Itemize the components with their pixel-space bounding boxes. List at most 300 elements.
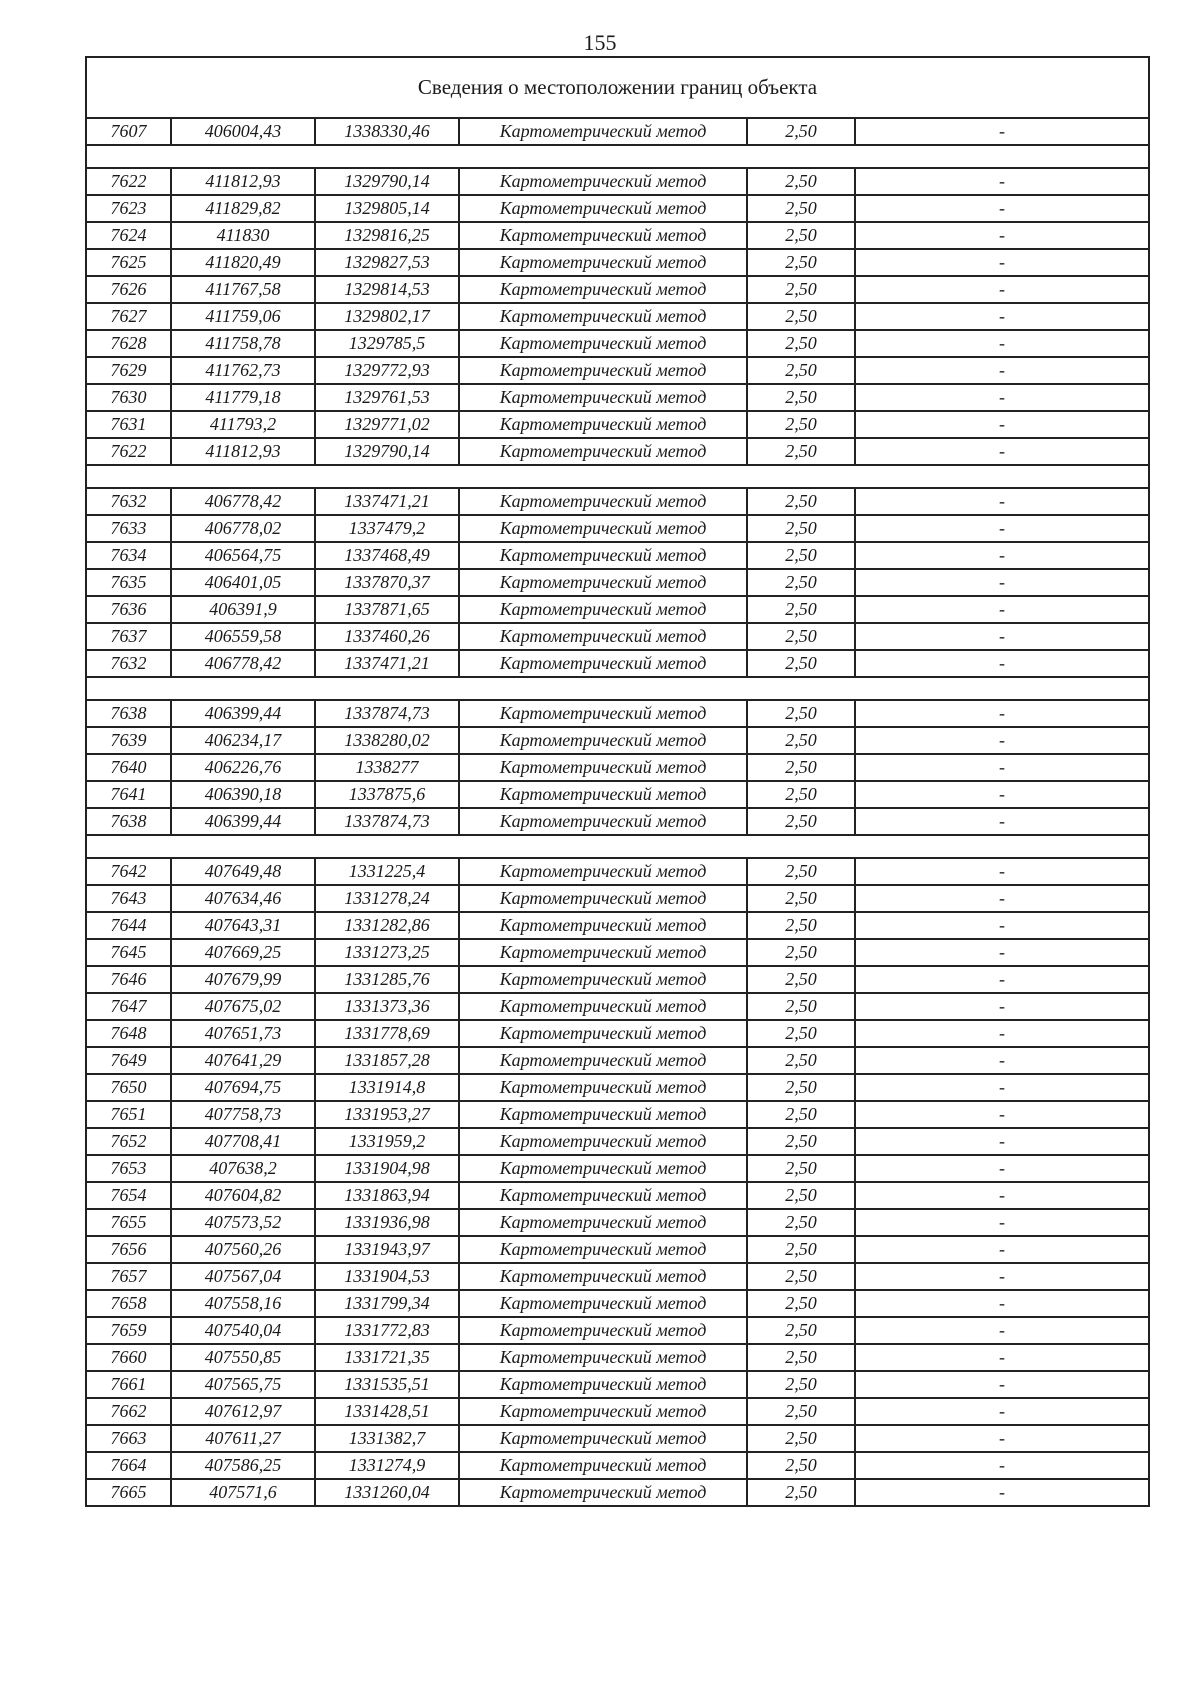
description-cell: -	[855, 885, 1149, 912]
method-cell: Картометрический метод	[459, 966, 747, 993]
table-row	[86, 885, 1149, 912]
accuracy-cell: 2,50	[747, 1155, 855, 1182]
y-coordinate-cell: 1331273,25	[315, 939, 459, 966]
description-cell: -	[855, 357, 1149, 384]
point-number-cell: 7661	[86, 1371, 171, 1398]
description-cell: -	[855, 1236, 1149, 1263]
accuracy-cell: 2,50	[747, 1479, 855, 1506]
table-row	[86, 276, 1149, 303]
table-row	[86, 700, 1149, 727]
y-coordinate-cell: 1331382,7	[315, 1425, 459, 1452]
point-number-cell: 7657	[86, 1263, 171, 1290]
group-separator-cell	[86, 677, 1149, 700]
method-cell: Картометрический метод	[459, 912, 747, 939]
group-separator-row	[86, 835, 1149, 858]
group-separator-row	[86, 677, 1149, 700]
table-row	[86, 596, 1149, 623]
description-cell: -	[855, 1344, 1149, 1371]
description-cell: -	[855, 195, 1149, 222]
y-coordinate-cell: 1337874,73	[315, 808, 459, 835]
description-cell: -	[855, 488, 1149, 515]
point-number-cell: 7645	[86, 939, 171, 966]
method-cell: Картометрический метод	[459, 808, 747, 835]
group-separator-row	[86, 145, 1149, 168]
y-coordinate-cell: 1337471,21	[315, 650, 459, 677]
y-coordinate-cell: 1329805,14	[315, 195, 459, 222]
method-cell: Картометрический метод	[459, 1020, 747, 1047]
group-separator-row	[86, 465, 1149, 488]
point-number-cell: 7626	[86, 276, 171, 303]
description-cell: -	[855, 411, 1149, 438]
description-cell: -	[855, 1101, 1149, 1128]
point-number-cell: 7655	[86, 1209, 171, 1236]
x-coordinate-cell: 411767,58	[171, 276, 315, 303]
x-coordinate-cell: 407638,2	[171, 1155, 315, 1182]
description-cell: -	[855, 727, 1149, 754]
accuracy-cell: 2,50	[747, 1371, 855, 1398]
table-row	[86, 1101, 1149, 1128]
table-row	[86, 222, 1149, 249]
point-number-cell: 7639	[86, 727, 171, 754]
description-cell: -	[855, 754, 1149, 781]
method-cell: Картометрический метод	[459, 222, 747, 249]
method-cell: Картометрический метод	[459, 488, 747, 515]
accuracy-cell: 2,50	[747, 966, 855, 993]
table-row	[86, 1263, 1149, 1290]
point-number-cell: 7628	[86, 330, 171, 357]
table-row	[86, 569, 1149, 596]
x-coordinate-cell: 407651,73	[171, 1020, 315, 1047]
table-row	[86, 858, 1149, 885]
description-cell: -	[855, 1128, 1149, 1155]
table-title: Сведения о местоположении границ объекта	[86, 57, 1149, 118]
point-number-cell: 7623	[86, 195, 171, 222]
description-cell: -	[855, 1047, 1149, 1074]
method-cell: Картометрический метод	[459, 357, 747, 384]
x-coordinate-cell: 411762,73	[171, 357, 315, 384]
accuracy-cell: 2,50	[747, 1182, 855, 1209]
method-cell: Картометрический метод	[459, 754, 747, 781]
x-coordinate-cell: 407679,99	[171, 966, 315, 993]
table-row	[86, 808, 1149, 835]
y-coordinate-cell: 1331904,98	[315, 1155, 459, 1182]
y-coordinate-cell: 1331373,36	[315, 993, 459, 1020]
y-coordinate-cell: 1329802,17	[315, 303, 459, 330]
accuracy-cell: 2,50	[747, 754, 855, 781]
description-cell: -	[855, 1398, 1149, 1425]
accuracy-cell: 2,50	[747, 438, 855, 465]
table-row	[86, 993, 1149, 1020]
y-coordinate-cell: 1331943,97	[315, 1236, 459, 1263]
y-coordinate-cell: 1329814,53	[315, 276, 459, 303]
table-row	[86, 966, 1149, 993]
point-number-cell: 7622	[86, 438, 171, 465]
y-coordinate-cell: 1337870,37	[315, 569, 459, 596]
x-coordinate-cell: 406226,76	[171, 754, 315, 781]
point-number-cell: 7656	[86, 1236, 171, 1263]
y-coordinate-cell: 1331721,35	[315, 1344, 459, 1371]
description-cell: -	[855, 542, 1149, 569]
point-number-cell: 7632	[86, 650, 171, 677]
y-coordinate-cell: 1337479,2	[315, 515, 459, 542]
method-cell: Картометрический метод	[459, 939, 747, 966]
point-number-cell: 7635	[86, 569, 171, 596]
method-cell: Картометрический метод	[459, 781, 747, 808]
x-coordinate-cell: 407611,27	[171, 1425, 315, 1452]
method-cell: Картометрический метод	[459, 303, 747, 330]
point-number-cell: 7638	[86, 808, 171, 835]
point-number-cell: 7607	[86, 118, 171, 145]
method-cell: Картометрический метод	[459, 1047, 747, 1074]
accuracy-cell: 2,50	[747, 168, 855, 195]
y-coordinate-cell: 1329771,02	[315, 411, 459, 438]
table-row	[86, 249, 1149, 276]
y-coordinate-cell: 1337460,26	[315, 623, 459, 650]
x-coordinate-cell: 407560,26	[171, 1236, 315, 1263]
y-coordinate-cell: 1337871,65	[315, 596, 459, 623]
point-number-cell: 7634	[86, 542, 171, 569]
method-cell: Картометрический метод	[459, 1452, 747, 1479]
point-number-cell: 7632	[86, 488, 171, 515]
method-cell: Картометрический метод	[459, 727, 747, 754]
y-coordinate-cell: 1331959,2	[315, 1128, 459, 1155]
x-coordinate-cell: 406391,9	[171, 596, 315, 623]
table-row	[86, 1128, 1149, 1155]
y-coordinate-cell: 1337468,49	[315, 542, 459, 569]
accuracy-cell: 2,50	[747, 384, 855, 411]
accuracy-cell: 2,50	[747, 411, 855, 438]
point-number-cell: 7625	[86, 249, 171, 276]
description-cell: -	[855, 858, 1149, 885]
y-coordinate-cell: 1329785,5	[315, 330, 459, 357]
point-number-cell: 7646	[86, 966, 171, 993]
point-number-cell: 7624	[86, 222, 171, 249]
method-cell: Картометрический метод	[459, 1155, 747, 1182]
point-number-cell: 7622	[86, 168, 171, 195]
x-coordinate-cell: 407643,31	[171, 912, 315, 939]
point-number-cell: 7653	[86, 1155, 171, 1182]
x-coordinate-cell: 407669,25	[171, 939, 315, 966]
accuracy-cell: 2,50	[747, 330, 855, 357]
table-row	[86, 1479, 1149, 1506]
accuracy-cell: 2,50	[747, 542, 855, 569]
method-cell: Картометрический метод	[459, 1236, 747, 1263]
description-cell: -	[855, 569, 1149, 596]
y-coordinate-cell: 1331535,51	[315, 1371, 459, 1398]
accuracy-cell: 2,50	[747, 1101, 855, 1128]
x-coordinate-cell: 407586,25	[171, 1452, 315, 1479]
description-cell: -	[855, 966, 1149, 993]
method-cell: Картометрический метод	[459, 276, 747, 303]
x-coordinate-cell: 407550,85	[171, 1344, 315, 1371]
description-cell: -	[855, 1209, 1149, 1236]
table-row	[86, 754, 1149, 781]
y-coordinate-cell: 1331799,34	[315, 1290, 459, 1317]
point-number-cell: 7629	[86, 357, 171, 384]
point-number-cell: 7647	[86, 993, 171, 1020]
method-cell: Картометрический метод	[459, 1344, 747, 1371]
point-number-cell: 7648	[86, 1020, 171, 1047]
description-cell: -	[855, 1263, 1149, 1290]
accuracy-cell: 2,50	[747, 488, 855, 515]
x-coordinate-cell: 406399,44	[171, 700, 315, 727]
method-cell: Картометрический метод	[459, 542, 747, 569]
method-cell: Картометрический метод	[459, 118, 747, 145]
method-cell: Картометрический метод	[459, 858, 747, 885]
accuracy-cell: 2,50	[747, 727, 855, 754]
table-row	[86, 1155, 1149, 1182]
y-coordinate-cell: 1337875,6	[315, 781, 459, 808]
description-cell: -	[855, 993, 1149, 1020]
method-cell: Картометрический метод	[459, 1074, 747, 1101]
table-row	[86, 303, 1149, 330]
description-cell: -	[855, 1020, 1149, 1047]
y-coordinate-cell: 1331428,51	[315, 1398, 459, 1425]
description-cell: -	[855, 596, 1149, 623]
description-cell: -	[855, 1182, 1149, 1209]
x-coordinate-cell: 411812,93	[171, 168, 315, 195]
accuracy-cell: 2,50	[747, 1074, 855, 1101]
method-cell: Картометрический метод	[459, 1101, 747, 1128]
table-row	[86, 488, 1149, 515]
x-coordinate-cell: 411759,06	[171, 303, 315, 330]
x-coordinate-cell: 407708,41	[171, 1128, 315, 1155]
accuracy-cell: 2,50	[747, 1425, 855, 1452]
table-row	[86, 1047, 1149, 1074]
point-number-cell: 7660	[86, 1344, 171, 1371]
table-row	[86, 781, 1149, 808]
description-cell: -	[855, 1425, 1149, 1452]
description-cell: -	[855, 168, 1149, 195]
method-cell: Картометрический метод	[459, 1317, 747, 1344]
table-row	[86, 1317, 1149, 1344]
y-coordinate-cell: 1329790,14	[315, 438, 459, 465]
x-coordinate-cell: 407565,75	[171, 1371, 315, 1398]
description-cell: -	[855, 1452, 1149, 1479]
description-cell: -	[855, 1317, 1149, 1344]
accuracy-cell: 2,50	[747, 515, 855, 542]
point-number-cell: 7644	[86, 912, 171, 939]
accuracy-cell: 2,50	[747, 1047, 855, 1074]
method-cell: Картометрический метод	[459, 249, 747, 276]
accuracy-cell: 2,50	[747, 276, 855, 303]
x-coordinate-cell: 411793,2	[171, 411, 315, 438]
y-coordinate-cell: 1329827,53	[315, 249, 459, 276]
accuracy-cell: 2,50	[747, 249, 855, 276]
table-row	[86, 438, 1149, 465]
accuracy-cell: 2,50	[747, 222, 855, 249]
accuracy-cell: 2,50	[747, 1020, 855, 1047]
method-cell: Картометрический метод	[459, 195, 747, 222]
y-coordinate-cell: 1331778,69	[315, 1020, 459, 1047]
y-coordinate-cell: 1338330,46	[315, 118, 459, 145]
x-coordinate-cell: 411758,78	[171, 330, 315, 357]
point-number-cell: 7663	[86, 1425, 171, 1452]
table-row	[86, 195, 1149, 222]
y-coordinate-cell: 1331914,8	[315, 1074, 459, 1101]
x-coordinate-cell: 406401,05	[171, 569, 315, 596]
description-cell: -	[855, 515, 1149, 542]
page-number: 155	[583, 30, 617, 55]
accuracy-cell: 2,50	[747, 858, 855, 885]
method-cell: Картометрический метод	[459, 569, 747, 596]
table-row	[86, 1074, 1149, 1101]
description-cell: -	[855, 650, 1149, 677]
x-coordinate-cell: 406559,58	[171, 623, 315, 650]
table-row	[86, 168, 1149, 195]
x-coordinate-cell: 406234,17	[171, 727, 315, 754]
method-cell: Картометрический метод	[459, 1371, 747, 1398]
accuracy-cell: 2,50	[747, 1290, 855, 1317]
table-row	[86, 118, 1149, 145]
y-coordinate-cell: 1331863,94	[315, 1182, 459, 1209]
group-separator-cell	[86, 835, 1149, 858]
y-coordinate-cell: 1331260,04	[315, 1479, 459, 1506]
method-cell: Картометрический метод	[459, 885, 747, 912]
point-number-cell: 7636	[86, 596, 171, 623]
point-number-cell: 7658	[86, 1290, 171, 1317]
method-cell: Картометрический метод	[459, 596, 747, 623]
x-coordinate-cell: 407758,73	[171, 1101, 315, 1128]
description-cell: -	[855, 912, 1149, 939]
method-cell: Картометрический метод	[459, 700, 747, 727]
y-coordinate-cell: 1331953,27	[315, 1101, 459, 1128]
description-cell: -	[855, 1155, 1149, 1182]
x-coordinate-cell: 407571,6	[171, 1479, 315, 1506]
method-cell: Картометрический метод	[459, 1479, 747, 1506]
accuracy-cell: 2,50	[747, 1128, 855, 1155]
table-row	[86, 515, 1149, 542]
accuracy-cell: 2,50	[747, 623, 855, 650]
accuracy-cell: 2,50	[747, 1317, 855, 1344]
y-coordinate-cell: 1337874,73	[315, 700, 459, 727]
x-coordinate-cell: 406004,43	[171, 118, 315, 145]
method-cell: Картометрический метод	[459, 168, 747, 195]
x-coordinate-cell: 407540,04	[171, 1317, 315, 1344]
x-coordinate-cell: 411812,93	[171, 438, 315, 465]
method-cell: Картометрический метод	[459, 1398, 747, 1425]
accuracy-cell: 2,50	[747, 303, 855, 330]
description-cell: -	[855, 1479, 1149, 1506]
y-coordinate-cell: 1329761,53	[315, 384, 459, 411]
point-number-cell: 7649	[86, 1047, 171, 1074]
accuracy-cell: 2,50	[747, 912, 855, 939]
point-number-cell: 7643	[86, 885, 171, 912]
table-body	[86, 57, 1149, 1506]
description-cell: -	[855, 118, 1149, 145]
accuracy-cell: 2,50	[747, 1236, 855, 1263]
table-title-row	[86, 57, 1149, 118]
method-cell: Картометрический метод	[459, 438, 747, 465]
point-number-cell: 7638	[86, 700, 171, 727]
point-number-cell: 7652	[86, 1128, 171, 1155]
method-cell: Картометрический метод	[459, 650, 747, 677]
x-coordinate-cell: 406399,44	[171, 808, 315, 835]
y-coordinate-cell: 1337471,21	[315, 488, 459, 515]
description-cell: -	[855, 438, 1149, 465]
group-separator-cell	[86, 465, 1149, 488]
x-coordinate-cell: 406778,02	[171, 515, 315, 542]
x-coordinate-cell: 407604,82	[171, 1182, 315, 1209]
table-row	[86, 357, 1149, 384]
table-row	[86, 1020, 1149, 1047]
y-coordinate-cell: 1329790,14	[315, 168, 459, 195]
point-number-cell: 7630	[86, 384, 171, 411]
accuracy-cell: 2,50	[747, 1209, 855, 1236]
y-coordinate-cell: 1331274,9	[315, 1452, 459, 1479]
accuracy-cell: 2,50	[747, 1398, 855, 1425]
x-coordinate-cell: 407612,97	[171, 1398, 315, 1425]
description-cell: -	[855, 1290, 1149, 1317]
table-row	[86, 939, 1149, 966]
description-cell: -	[855, 1371, 1149, 1398]
description-cell: -	[855, 1074, 1149, 1101]
point-number-cell: 7659	[86, 1317, 171, 1344]
x-coordinate-cell: 411829,82	[171, 195, 315, 222]
table-row	[86, 542, 1149, 569]
y-coordinate-cell: 1331936,98	[315, 1209, 459, 1236]
y-coordinate-cell: 1331225,4	[315, 858, 459, 885]
description-cell: -	[855, 330, 1149, 357]
point-number-cell: 7633	[86, 515, 171, 542]
x-coordinate-cell: 411830	[171, 222, 315, 249]
y-coordinate-cell: 1331282,86	[315, 912, 459, 939]
point-number-cell: 7651	[86, 1101, 171, 1128]
table-row	[86, 1344, 1149, 1371]
accuracy-cell: 2,50	[747, 781, 855, 808]
boundary-coordinates-table	[85, 56, 1150, 1507]
accuracy-cell: 2,50	[747, 1344, 855, 1371]
description-cell: -	[855, 781, 1149, 808]
description-cell: -	[855, 303, 1149, 330]
method-cell: Картометрический метод	[459, 993, 747, 1020]
y-coordinate-cell: 1331285,76	[315, 966, 459, 993]
description-cell: -	[855, 384, 1149, 411]
x-coordinate-cell: 407675,02	[171, 993, 315, 1020]
y-coordinate-cell: 1329772,93	[315, 357, 459, 384]
point-number-cell: 7650	[86, 1074, 171, 1101]
table-row	[86, 1425, 1149, 1452]
table-row	[86, 1398, 1149, 1425]
table-row	[86, 623, 1149, 650]
y-coordinate-cell: 1338280,02	[315, 727, 459, 754]
x-coordinate-cell: 406778,42	[171, 488, 315, 515]
method-cell: Картометрический метод	[459, 1128, 747, 1155]
x-coordinate-cell: 407694,75	[171, 1074, 315, 1101]
method-cell: Картометрический метод	[459, 1290, 747, 1317]
point-number-cell: 7642	[86, 858, 171, 885]
description-cell: -	[855, 222, 1149, 249]
accuracy-cell: 2,50	[747, 939, 855, 966]
y-coordinate-cell: 1331857,28	[315, 1047, 459, 1074]
x-coordinate-cell: 411779,18	[171, 384, 315, 411]
y-coordinate-cell: 1329816,25	[315, 222, 459, 249]
description-cell: -	[855, 623, 1149, 650]
table-row	[86, 1182, 1149, 1209]
description-cell: -	[855, 276, 1149, 303]
method-cell: Картометрический метод	[459, 330, 747, 357]
description-cell: -	[855, 249, 1149, 276]
x-coordinate-cell: 406390,18	[171, 781, 315, 808]
table-row	[86, 384, 1149, 411]
x-coordinate-cell: 407634,46	[171, 885, 315, 912]
point-number-cell: 7662	[86, 1398, 171, 1425]
method-cell: Картометрический метод	[459, 515, 747, 542]
x-coordinate-cell: 407641,29	[171, 1047, 315, 1074]
method-cell: Картометрический метод	[459, 411, 747, 438]
description-cell: -	[855, 939, 1149, 966]
method-cell: Картометрический метод	[459, 1263, 747, 1290]
